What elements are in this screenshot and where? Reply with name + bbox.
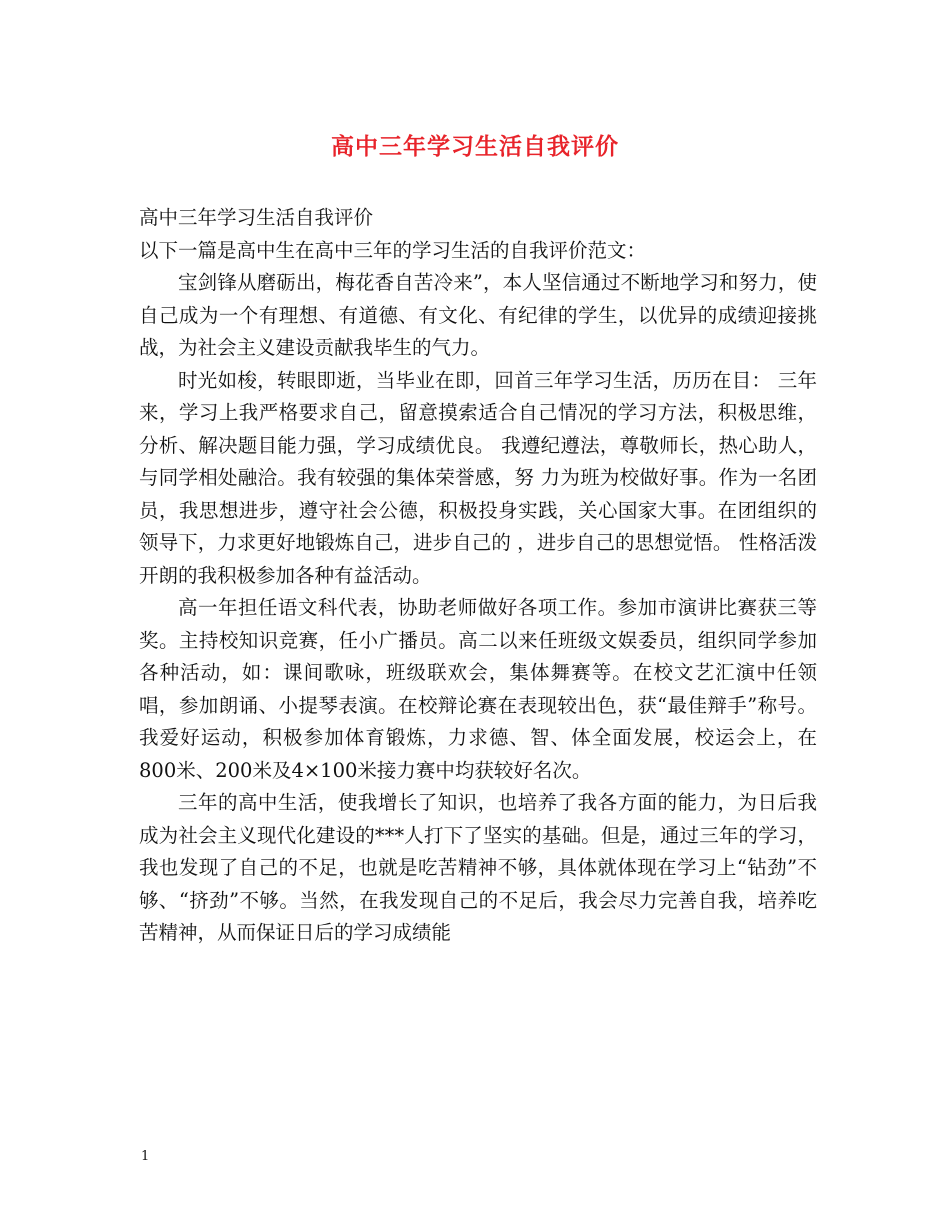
paragraph: 时光如梭，转眼即逝，当毕业在即，回首三年学习生活，历历在目： 三年来，学习上我严格要求自己，留意摸索适合自己情况的学习方法，积极思维，分析、解决题目能力强，学习成绩优良。 我遵纪遵法，尊敬师长，热心助人，与同学相处融洽。我有较强的集体荣誉感，努 力为班为校做好事。作为一名团员，我思想进步，遵守社会公德，积极投身实践，关心国家大事。在团组织的领导下，力求更好地锻炼自己，进步自己的 ，进步自己的思想觉悟。 性格活泼开朗的我积极参加各种有益活动。	[139, 368, 817, 587]
paragraph: 高一年担任语文科代表，协助老师做好各项工作。参加市演讲比赛获三等奖。主持校知识竞赛，任小广播员。高二以来任班级文娱委员，组织同学参加各种活动，如：课间歌咏，班级联欢会，集体舞赛等。在校文艺汇演中任领唱，参加朗诵、小提琴表演。在校辩论赛在表现较出色，获“最佳辩手”称号。我爱好运动，积极参加体育锻炼，力求德、智、体全面发展，校运会上，在800米、200米及4×100米接力赛中均获较好名次。	[139, 596, 817, 782]
document-intro: 以下一篇是高中生在高中三年的学习生活的自我评价范文：	[139, 238, 647, 262]
paragraph: 三年的高中生活，使我增长了知识，也培养了我各方面的能力，为日后我成为社会主义现代化建设的***人打下了坚实的基础。但是，通过三年的学习，我也发现了自己的不足，也就是吃苦精神不够，具体就体现在学习上“钻劲”不够、“挤劲”不够。当然，在我发现自己的不足后，我会尽力完善自我，培养吃苦精神，从而保证日后的学习成绩能	[139, 791, 817, 944]
document-title: 高中三年学习生活自我评价	[331, 133, 619, 160]
page-number: 1	[141, 1149, 150, 1164]
document-subtitle: 高中三年学习生活自我评价	[139, 206, 374, 229]
document-body	[139, 202, 817, 950]
paragraph: 宝剑锋从磨砺出，梅花香自苦冷来”，本人坚信通过不断地学习和努力，使自己成为一个有理想、有道德、有文化、有纪律的学生，以优异的成绩迎接挑战，为社会主义建设贡献我毕生的气力。	[139, 271, 817, 359]
